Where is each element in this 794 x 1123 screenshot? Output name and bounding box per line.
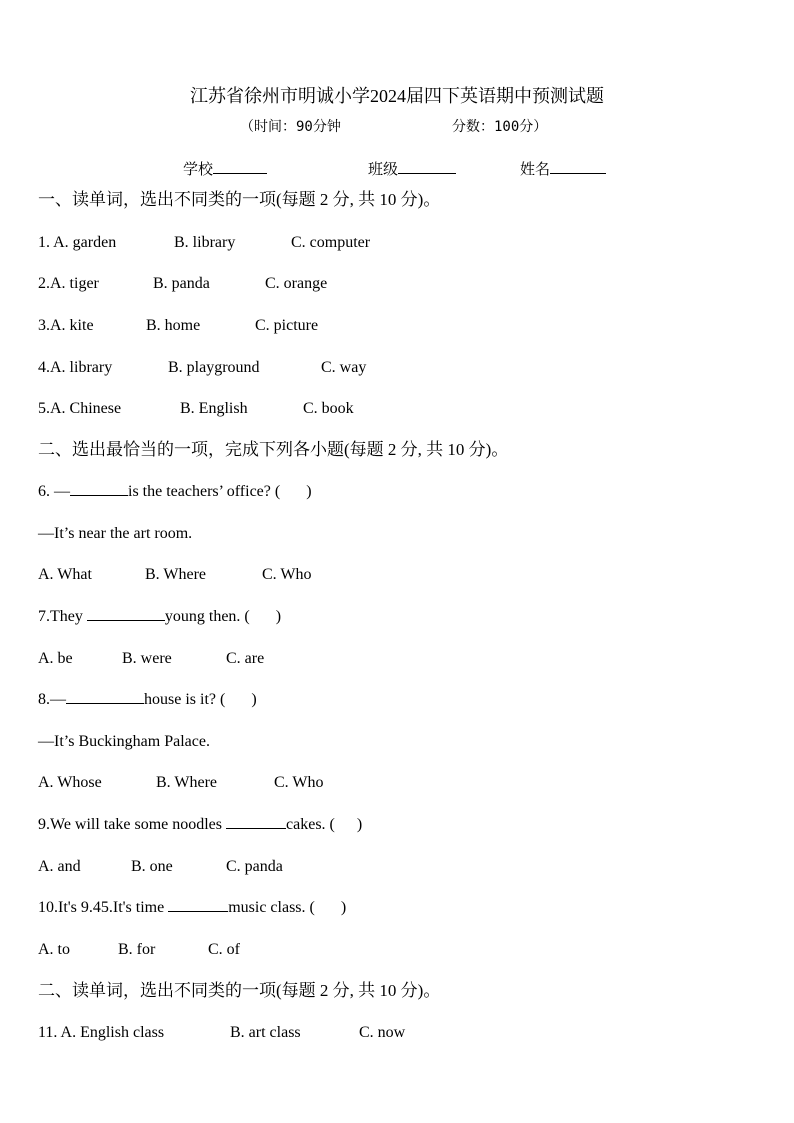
q2-option-b: B. panda [153,275,210,292]
q2-option-a: 2.A. tiger [38,275,99,292]
class-blank[interactable] [398,159,456,174]
class-label: 班级 [368,162,399,178]
q7-option-c: C. are [226,650,265,667]
class-field [368,159,456,180]
exam-title: 江苏省徐州市明诚小学2024届四下英语期中预测试题 [190,86,604,106]
section-1-heading: 一、读单词，选出不同类的一项(每题 2 分, 共 10 分)。 [38,190,441,209]
q6-option-a: A. What [38,566,92,583]
q5-option-c: C. book [303,400,354,417]
exam-score: 分数：100分） [452,119,548,135]
q7-close: ) [275,608,282,625]
q10-close: ) [340,899,347,916]
name-label: 姓名 [520,162,551,178]
q8-option-a: A. Whose [38,774,102,791]
q9-option-b: B. one [131,858,173,875]
q11-option-b: B. art class [230,1024,301,1041]
q7-prefix: 7.They [38,608,87,625]
section-3-heading: 二、读单词，选出不同类的一项(每题 2 分, 共 10 分)。 [38,981,441,1000]
q6-close: ) [306,483,312,500]
q9-text: cakes. ( [286,816,335,833]
question-6 [38,481,312,503]
q7-option-a: A. be [38,650,73,667]
q6-text: is the teachers’ office? ( [128,483,281,500]
q8-text: house is it? ( [144,691,226,708]
q6-prefix: 6. — [38,483,70,500]
q3-option-b: B. home [146,317,201,334]
q8-response: —It’s Buckingham Palace. [38,733,210,750]
q10-text: music class. ( [228,899,315,916]
q1-option-b: B. library [174,234,236,251]
q10-blank[interactable] [168,897,228,912]
question-8 [38,689,257,711]
q6-option-c: C. Who [262,566,312,583]
q9-close: ) [356,816,363,833]
question-7 [38,606,281,628]
q10-option-b: B. for [118,941,156,958]
q6-response: —It’s near the art room. [38,525,193,542]
q2-option-c: C. orange [265,275,328,292]
q8-close: ) [251,691,257,708]
q1-option-a: 1. A. garden [38,234,117,251]
q6-blank[interactable] [70,481,128,496]
exam-time: （时间：90分钟 [240,119,341,135]
q4-option-b: B. playground [168,359,260,376]
q8-option-b: B. Where [156,774,218,791]
school-blank[interactable] [213,159,267,174]
q10-prefix: 10.It's 9.45.It's time [38,899,169,916]
q3-option-a: 3.A. kite [38,317,94,334]
section-2-heading: 二、选出最恰当的一项，完成下列各小题(每题 2 分, 共 10 分)。 [38,440,509,459]
name-field [520,159,606,180]
question-10 [38,897,346,919]
q8-option-c: C. Who [274,774,324,791]
q9-blank[interactable] [226,814,286,829]
q3-option-c: C. picture [255,317,319,334]
q10-option-c: C. of [208,941,240,958]
school-field [183,159,267,180]
q1-option-c: C. computer [291,234,371,251]
q5-option-a: 5.A. Chinese [38,400,122,417]
q9-option-c: C. panda [226,858,283,875]
q6-option-b: B. Where [145,566,207,583]
q8-prefix: 8.— [38,691,66,708]
q4-option-a: 4.A. library [38,359,113,376]
q7-text: young then. ( [164,608,250,625]
q10-option-a: A. to [38,941,70,958]
school-label: 学校 [183,162,214,178]
q7-option-b: B. were [122,650,172,667]
question-9 [38,814,362,836]
q11-option-c: C. now [359,1024,406,1041]
q8-blank[interactable] [66,689,144,704]
q4-option-c: C. way [321,359,367,376]
q9-option-a: A. and [38,858,81,875]
name-blank[interactable] [550,159,606,174]
q5-option-b: B. English [180,400,248,417]
q11-option-a: 11. A. English class [38,1024,165,1041]
q9-prefix: 9.We will take some noodles [38,816,227,833]
q7-blank[interactable] [87,606,165,621]
